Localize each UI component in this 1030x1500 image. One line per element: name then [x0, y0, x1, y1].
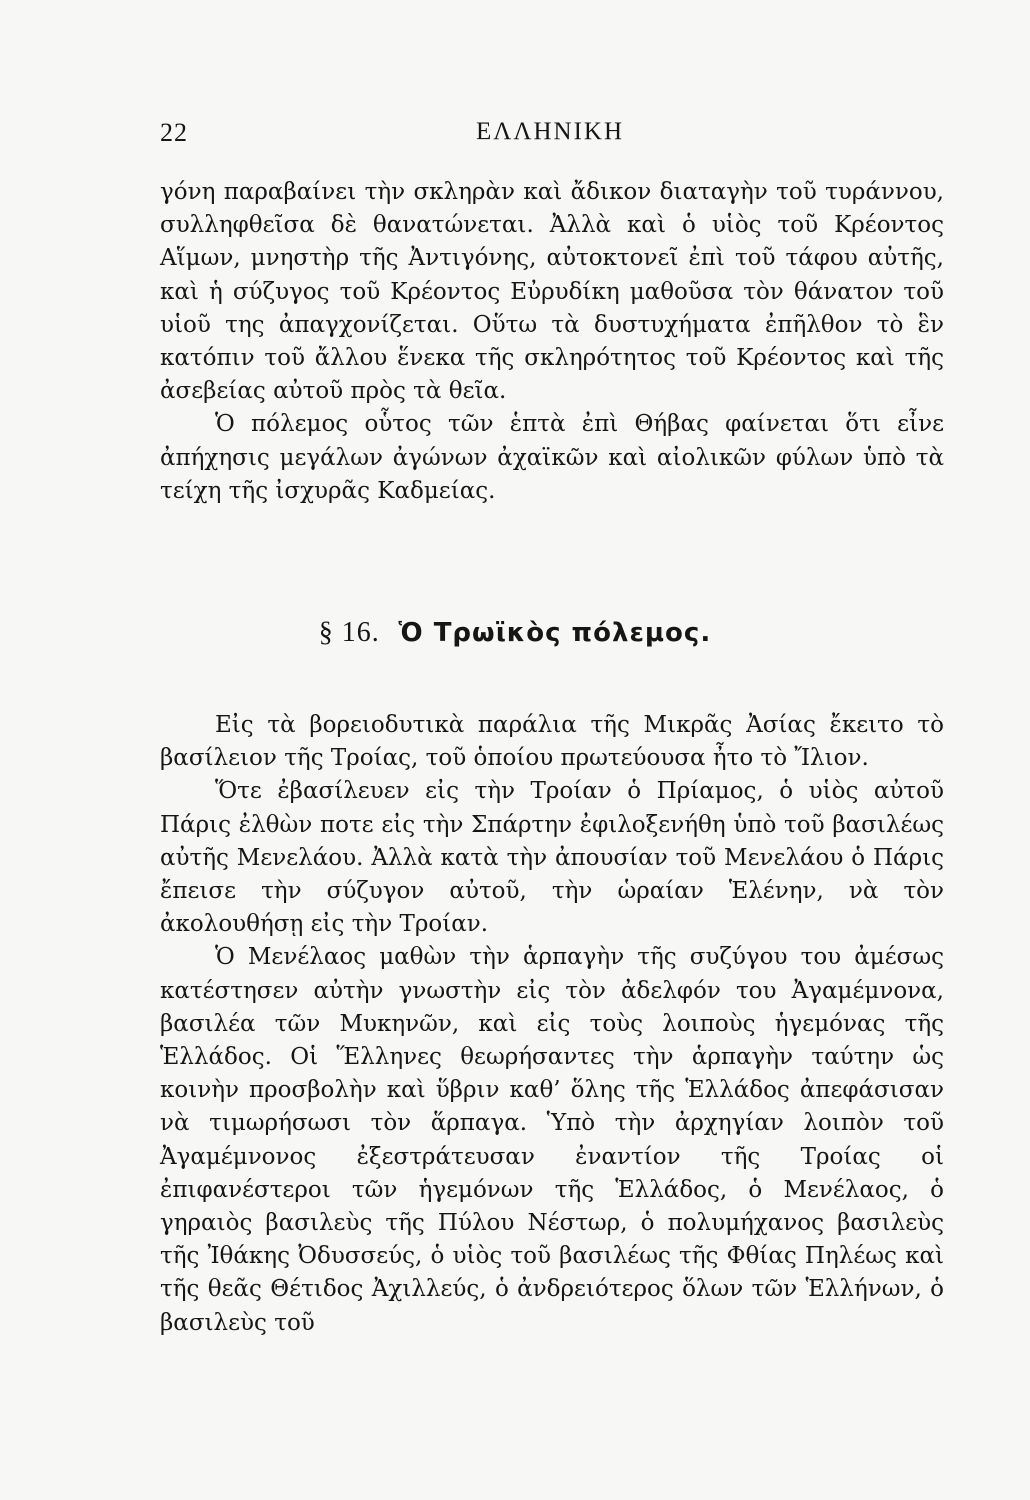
section-title: Ὁ Τρωϊκὸς πόλεμος.	[398, 618, 712, 648]
paragraph-continuation: γόνη παραβαίνει τὴν σκληρὰν καὶ ἄδικον διαταγὴν τοῦ τυράννου, συλληφθεῖσα δὲ θανατώνεται. Ἀλλὰ καὶ ὁ υἱὸς τοῦ Κρέοντος Αἵμων, μνηστὴρ τῆς Ἀντιγόνης, αὐτοκτονεῖ ἐπὶ τοῦ τάφου αὐτῆς, καὶ ἡ σύζυγος τοῦ Κρέοντος Εὐρυδίκη μαθοῦσα τὸν θάνατον τοῦ υἱοῦ της ἀπαγχονίζεται. Οὕτω τὰ δυστυχήματα ἐπῆλθον τὸ ἓν κατόπιν τοῦ ἄλλου ἕνεκα τῆς σκληρότητος τοῦ Κρέοντος καὶ τῆς ἀσεβείας αὐτοῦ πρὸς τὰ θεῖα.	[160, 179, 944, 405]
page-header	[160, 118, 940, 158]
paragraph: Ὁ πόλεμος οὗτος τῶν ἑπτὰ ἐπὶ Θήβας φαίνεται ὅτι εἶνε ἀπήχησις μεγάλων ἀγώνων ἀχαϊκῶν καὶ αἰολικῶν φύλων ὑπὸ τὰ τείχη τῆς ἰσχυρᾶς Καδμείας.	[160, 411, 944, 504]
paragraph: Εἰς τὰ βορειοδυτικὰ παράλια τῆς Μικρᾶς Ἀσίας ἔκειτο τὸ βασίλειον τῆς Τροίας, τοῦ ὁποίου πρωτεύουσα ἦτο τὸ Ἴλιον.	[160, 712, 944, 772]
section-number: § 16.	[318, 617, 380, 648]
section-heading	[0, 617, 1030, 649]
running-head: ΕΛΛΗΝΙΚΗ	[475, 118, 625, 145]
text-block-before-section	[160, 176, 944, 508]
text-block-after-section	[160, 709, 944, 1340]
page-number: 22	[160, 118, 188, 147]
paragraph: Ὅτε ἐβασίλευεν εἰς τὴν Τροίαν ὁ Πρίαμος, ὁ υἱὸς αὐτοῦ Πάρις ἐλθὼν ποτε εἰς τὴν Σπάρτην ἐφιλοξενήθη ὑπὸ τοῦ βασιλέως αὐτῆς Μενελάου. Ἀλλὰ κατὰ τὴν ἀπουσίαν τοῦ Μενελάου ὁ Πάρις ἔπεισε τὴν σύζυγον αὐτοῦ, τὴν ὡραίαν Ἑλένην, νὰ τὸν ἀκολουθήσῃ εἰς τὴν Τροίαν.	[160, 778, 944, 938]
paragraph: Ὁ Μενέλαος μαθὼν τὴν ἁρπαγὴν τῆς συζύγου του ἀμέσως κατέστησεν αὐτὴν γνωστὴν εἰς τὸν ἀδελφόν του Ἀγαμέμνονα, βασιλέα τῶν Μυκηνῶν, καὶ εἰς τοὺς λοιποὺς ἡγεμόνας τῆς Ἑλλάδος. Οἱ Ἕλληνες θεωρήσαντες τὴν ἁρπαγὴν ταύτην ὡς κοινὴν προσβολὴν καὶ ὕβριν καθ’ ὅλης τῆς Ἑλλάδος ἀπεφάσισαν νὰ τιμωρήσωσι τὸν ἅρπαγα. Ὑπὸ τὴν ἀρχηγίαν λοιπὸν τοῦ Ἀγαμέμνονος ἐξεστράτευσαν ἐναντίον τῆς Τροίας οἱ ἐπιφανέστεροι τῶν ἡγεμόνων τῆς Ἑλλάδος, ὁ Μενέλαος, ὁ γηραιὸς βασιλεὺς τῆς Πύλου Νέστωρ, ὁ πολυμήχανος βασιλεὺς τῆς Ἰθάκης Ὀδυσσεύς, ὁ υἱὸς τοῦ βασιλέως τῆς Φθίας Πηλέως καὶ τῆς θεᾶς Θέτιδος Ἀχιλλεύς, ὁ ἀνδρειότερος ὅλων τῶν Ἑλλήνων, ὁ βασιλεὺς τοῦ	[160, 944, 944, 1336]
